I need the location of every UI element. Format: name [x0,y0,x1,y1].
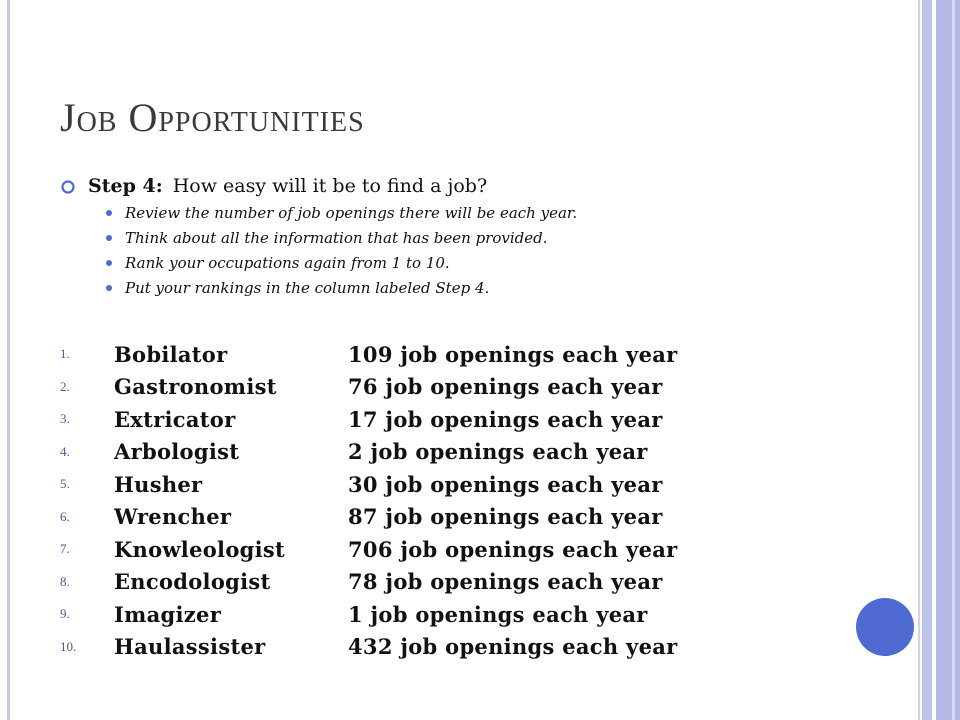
job-openings: 109 job openings each year [348,341,678,367]
decorative-circle [856,598,914,656]
job-list [60,338,678,663]
job-openings: 17 job openings each year [348,406,663,432]
job-openings: 76 job openings each year [348,374,663,400]
job-openings: 30 job openings each year [348,471,663,497]
job-name: Arbologist [114,439,240,465]
slide-frame-right-stripe [922,0,932,720]
job-name: Extricator [114,406,236,432]
job-number: 5. [60,476,70,492]
slide-frame-right-stripe [936,0,960,720]
slide-frame-right-stripe [918,0,920,720]
step-line [60,172,487,200]
step-label: Step 4: [88,175,163,197]
job-name: Imagizer [114,601,222,627]
instruction-text: Think about all the information that has been provided. [125,228,548,247]
instruction-text: Review the number of job openings there will be each year. [125,203,578,222]
list-item [106,200,577,225]
job-number: 3. [60,411,70,427]
dot-bullet-icon [106,210,112,216]
job-number: 6. [60,508,70,524]
job-row [60,468,678,501]
slide-frame-left [7,0,10,720]
job-row [60,533,678,566]
job-openings: 87 job openings each year [348,504,663,530]
job-row [60,566,678,599]
list-item [106,250,577,275]
job-name: Husher [114,471,203,497]
list-item [106,225,577,250]
job-openings: 706 job openings each year [348,536,678,562]
job-openings: 432 job openings each year [348,634,678,660]
ring-bullet-icon [60,179,76,195]
job-row [60,338,678,371]
job-openings: 78 job openings each year [348,569,663,595]
job-name: Bobilator [114,341,228,367]
instruction-text: Rank your occupations again from 1 to 10. [125,253,450,272]
dot-bullet-icon [106,285,112,291]
job-number: 10. [60,638,77,654]
job-number: 2. [60,378,70,394]
job-name: Haulassister [114,634,266,660]
list-item [106,275,577,300]
job-openings: 2 job openings each year [348,439,648,465]
job-row [60,403,678,436]
dot-bullet-icon [106,235,112,241]
job-row [60,501,678,534]
slide-frame-right-stripe [952,0,955,720]
job-row [60,631,678,664]
job-number: 9. [60,606,70,622]
job-number: 7. [60,541,70,557]
step-question: How easy will it be to find a job? [172,175,488,197]
job-name: Encodologist [114,569,271,595]
instruction-text: Put your rankings in the column labeled Step 4. [125,278,490,297]
job-openings: 1 job openings each year [348,601,648,627]
job-name: Knowleologist [114,536,286,562]
instruction-list [106,200,577,300]
job-number: 4. [60,443,70,459]
job-row [60,436,678,469]
job-row [60,371,678,404]
job-number: 1. [60,346,70,362]
job-name: Gastronomist [114,374,277,400]
job-name: Wrencher [114,504,232,530]
job-row [60,598,678,631]
job-number: 8. [60,573,70,589]
slide-title: Job Opportunities [60,95,365,140]
dot-bullet-icon [106,260,112,266]
